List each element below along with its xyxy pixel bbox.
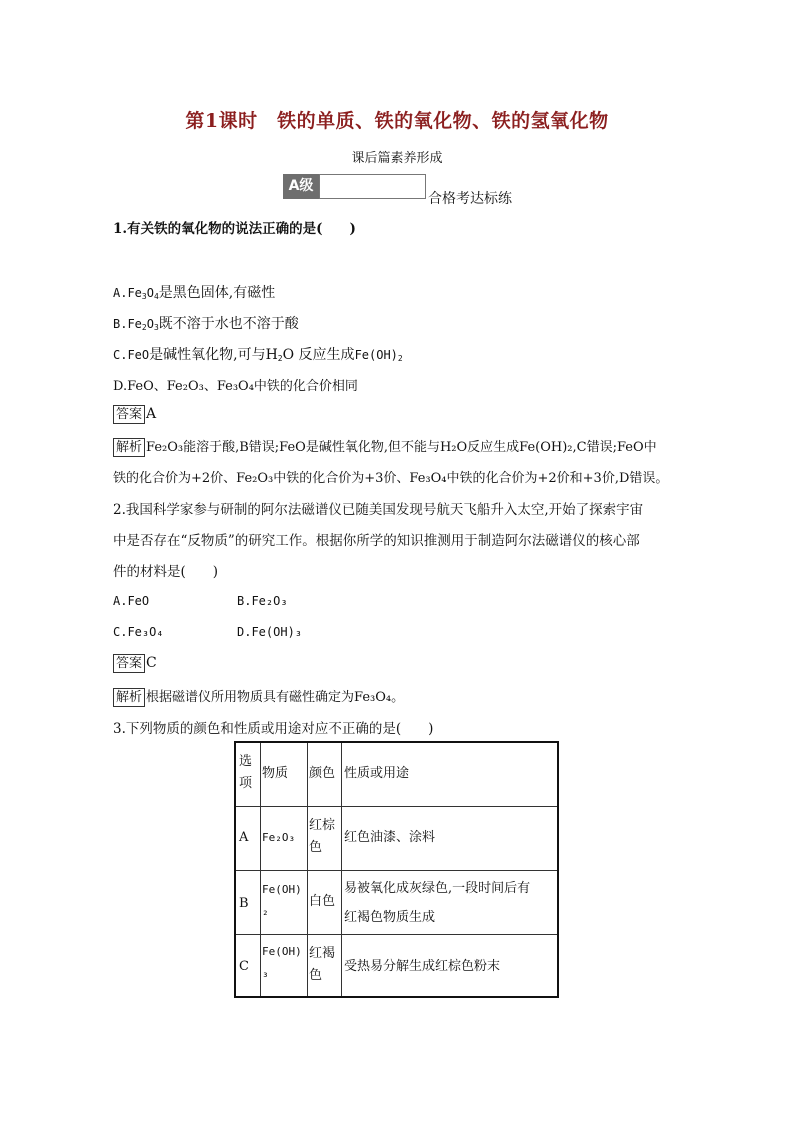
q1-analysis-line2: 铁的化合价为+2价、Fe₂O₃中铁的化合价为+3价、Fe₃O₄中铁的化合价为+2价和+3价,D错误。 bbox=[113, 471, 669, 486]
q3-stem: 3.下列物质的颜色和性质或用途对应不正确的是( ) bbox=[113, 721, 434, 737]
q1-option-c: C.FeO是碱性氧化物,可与$H_2O$ 反应生成$Fe(OH)_2$ bbox=[113, 347, 403, 363]
q3-table bbox=[234, 741, 559, 998]
table-row-a-use: 红色油漆、涂料 bbox=[344, 830, 436, 845]
q2-stem-line3: 件的材料是( ) bbox=[113, 564, 219, 580]
table-row-b-substance: Fe(OH)₂ bbox=[262, 883, 302, 918]
table-row-a-option: A bbox=[239, 830, 249, 845]
table-row-c-use: 受热易分解生成红棕色粉末 bbox=[344, 959, 501, 974]
level-label: 合格考达标练 bbox=[428, 191, 512, 207]
q2-analysis: 解析 根据磁谱仪所用物质具有磁性确定为Fe₃O₄。 bbox=[113, 686, 404, 707]
q2-option-c: C.Fe₃O₄ bbox=[113, 625, 164, 639]
q2-stem-line1: 2.我国科学家参与研制的阿尔法磁谱仪已随美国发现号航天飞船升入太空,开始了探索宇宙 bbox=[113, 502, 644, 518]
q2-stem-line2: 中是否存在“反物质”的研究工作。根据你所学的知识推测用于制造阿尔法磁谱仪的核心部 bbox=[113, 533, 640, 549]
q1-analysis-line1: 解析 Fe₂O₃能溶于酸,B错误;FeO是碱性氧化物,但不能与H₂O反应生成Fe(OH)₂,C错误;FeO中 bbox=[113, 436, 657, 457]
table-row-b-color: 白色 bbox=[309, 894, 336, 909]
level-badge: A级 bbox=[283, 174, 319, 199]
table-header-color: 颜色 bbox=[309, 766, 336, 781]
table-row-c-color: 红褐色 bbox=[309, 946, 336, 983]
table-header-substance: 物质 bbox=[262, 766, 289, 781]
table-row-c-option: C bbox=[239, 959, 249, 974]
table-header-option: 选项 bbox=[239, 754, 253, 791]
answer-tag: 答案 bbox=[113, 405, 145, 424]
answer-tag: 答案 bbox=[113, 654, 145, 673]
q1-option-b: $B.Fe_2O_3$既不溶于水也不溶于酸 bbox=[113, 316, 299, 332]
q2-option-d: D.Fe(OH)₃ bbox=[237, 625, 303, 639]
table-row-b-option: B bbox=[239, 896, 249, 911]
table-row-a-substance: Fe₂O₃ bbox=[262, 831, 296, 844]
table-header-use: 性质或用途 bbox=[344, 766, 410, 781]
q1-option-d: D.FeO、Fe₂O₃、Fe₃O₄中铁的化合价相同 bbox=[113, 379, 358, 394]
table-row-b-use-line2: 红褐色物质生成 bbox=[344, 910, 436, 925]
level-blank-box bbox=[319, 174, 426, 199]
q1-option-a: $A.Fe_3O_4$是黑色固体,有磁性 bbox=[113, 285, 276, 301]
page-title: 第1课时 铁的单质、铁的氧化物、铁的氢氧化物 bbox=[185, 110, 609, 132]
analysis-tag: 解析 bbox=[113, 688, 145, 707]
page-subtitle: 课后篇素养形成 bbox=[351, 151, 443, 166]
q1-answer: 答案 A bbox=[113, 405, 156, 424]
table-row-c-substance: Fe(OH)₃ bbox=[262, 945, 302, 980]
table-row-b-use-line1: 易被氧化成灰绿色,一段时间后有 bbox=[344, 881, 531, 896]
q1-stem: 1.有关铁的氧化物的说法正确的是( ) bbox=[113, 221, 356, 237]
analysis-tag: 解析 bbox=[113, 438, 145, 457]
q2-option-a: A.FeO bbox=[113, 594, 150, 608]
q2-answer: 答案 C bbox=[113, 654, 157, 673]
q2-option-b: B.Fe₂O₃ bbox=[237, 594, 288, 608]
table-row-a-color: 红棕色 bbox=[309, 818, 336, 855]
